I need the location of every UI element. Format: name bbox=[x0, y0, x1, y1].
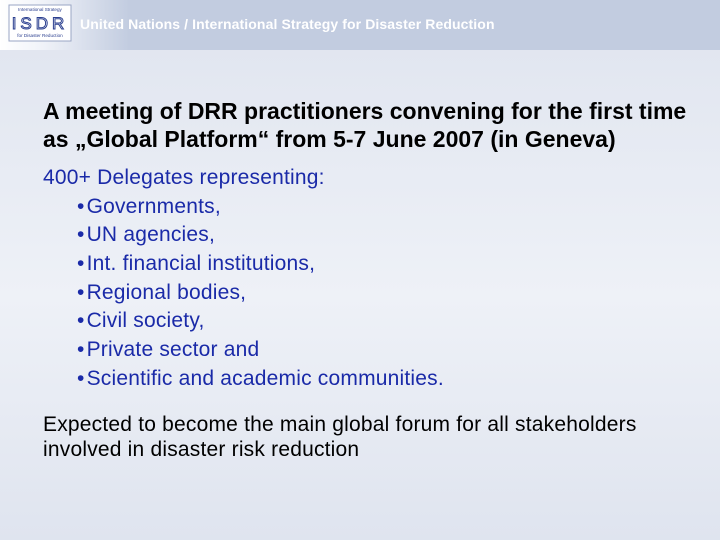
list-item: • Regional bodies, bbox=[77, 279, 703, 308]
slide-headline: A meeting of DRR practitioners convening for the first time as „Global Platform“ from 5-7 June 2007 (in Geneva) bbox=[43, 98, 687, 152]
header-title: United Nations / International Strategy for Disaster Reduction bbox=[80, 16, 495, 32]
expected-statement: Expected to become the main global forum for all stakeholders involved in disaster risk reduction bbox=[43, 413, 637, 462]
list-item: • UN agencies, bbox=[77, 221, 703, 250]
list-item: • Governments, bbox=[77, 193, 703, 222]
list-item: • Scientific and academic communities. bbox=[77, 365, 703, 394]
logo-subtext-top: International Strategy bbox=[18, 7, 62, 12]
list-item: • Private sector and bbox=[77, 336, 703, 365]
logo-text: ISDR bbox=[11, 14, 69, 33]
list-item: • Civil society, bbox=[77, 307, 703, 336]
delegates-heading: 400+ Delegates representing: bbox=[43, 166, 325, 189]
logo-subtext-bottom: for Disaster Reduction bbox=[17, 33, 63, 38]
list-item: • Int. financial institutions, bbox=[77, 250, 703, 279]
isdr-logo bbox=[8, 4, 72, 42]
header-bar bbox=[0, 0, 720, 50]
delegates-list bbox=[43, 193, 703, 394]
slide-content bbox=[43, 97, 703, 462]
